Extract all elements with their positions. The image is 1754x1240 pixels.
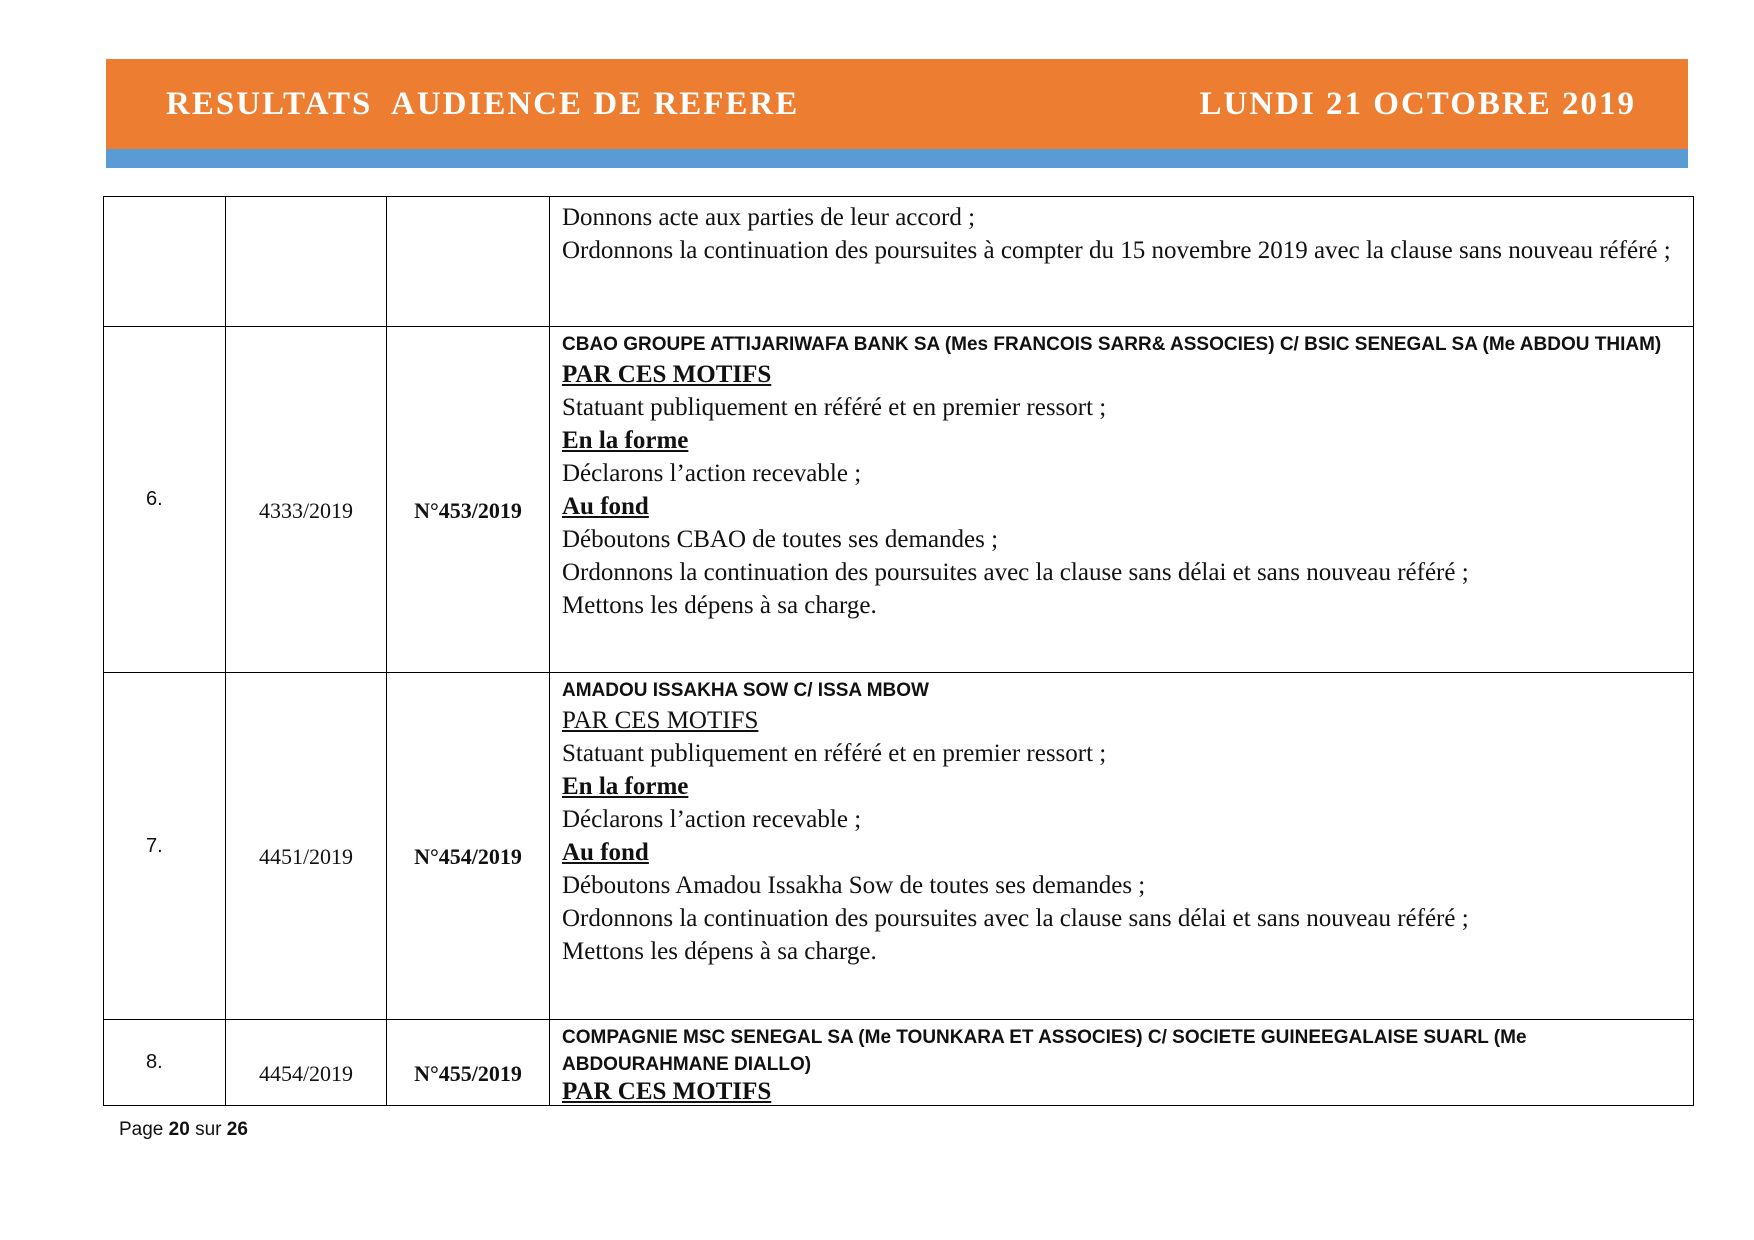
hearing-date: LUNDI 21 OCTOBRE 2019 <box>1199 86 1636 122</box>
rg-number: 4454/2019 <box>226 1020 387 1106</box>
decision-line: Mettons les dépens à sa charge. <box>562 592 877 619</box>
case-parties: COMPAGNIE MSC SENEGAL SA (Me TOUNKARA ET ASSOCIES) C/ SOCIETE GUINEEGALAISE SUARL (Me ABDOURAHMANE DIALLO) <box>562 1027 1527 1075</box>
motifs-heading: PAR CES MOTIFS <box>562 361 772 388</box>
motifs-heading: PAR CES MOTIFS <box>562 707 759 734</box>
decision-line: Déclarons l’action recevable ; <box>562 460 862 487</box>
rg-number: 4333/2019 <box>226 327 387 673</box>
total-pages: 26 <box>226 1119 248 1140</box>
ordonnance-number: N°453/2019 <box>387 327 550 673</box>
decision-text <box>550 1020 1694 1106</box>
decision-line: Ordonnons la continuation des poursuites à compter du 15 novembre 2019 avec la clause sans nouveau référé ; <box>562 237 1671 264</box>
decision-text <box>550 327 1694 673</box>
rg-number <box>226 197 387 327</box>
page-sur: sur <box>195 1119 222 1140</box>
document-title: RESULTATS AUDIENCE DE REFERE <box>166 86 800 122</box>
table-row <box>104 673 1694 1020</box>
decision-line: Déboutons CBAO de toutes ses demandes ; <box>562 526 999 553</box>
rg-number: 4451/2019 <box>226 673 387 1020</box>
decision-line: Déboutons Amadou Issakha Sow de toutes ses demandes ; <box>562 872 1146 899</box>
table-row <box>104 327 1694 673</box>
results-table <box>103 196 1694 1106</box>
case-parties: AMADOU ISSAKHA SOW C/ ISSA MBOW <box>562 680 929 701</box>
fond-heading: Au fond <box>562 839 649 866</box>
decision-line: Donnons acte aux parties de leur accord ; <box>562 204 976 231</box>
motifs-heading: PAR CES MOTIFS <box>562 1078 772 1105</box>
row-number <box>104 197 226 327</box>
header-stripe <box>106 149 1688 168</box>
decision-text <box>550 673 1694 1020</box>
row-number: 8. <box>104 1020 226 1106</box>
row-number: 6. <box>104 327 226 673</box>
page-footer <box>119 1119 248 1141</box>
decision-line: Statuant publiquement en référé et en premier ressort ; <box>562 394 1107 421</box>
decision-line: Mettons les dépens à sa charge. <box>562 938 877 965</box>
table-row <box>104 1020 1694 1106</box>
decision-line: Ordonnons la continuation des poursuites avec la clause sans délai et sans nouveau référé ; <box>562 559 1469 586</box>
fond-heading: Au fond <box>562 493 649 520</box>
ordonnance-number <box>387 197 550 327</box>
decision-text <box>550 197 1694 327</box>
decision-line: Statuant publiquement en référé et en premier ressort ; <box>562 740 1107 767</box>
row-number: 7. <box>104 673 226 1020</box>
table-row <box>104 197 1694 327</box>
forme-heading: En la forme <box>562 773 689 800</box>
decision-line: Ordonnons la continuation des poursuites avec la clause sans délai et sans nouveau référé ; <box>562 905 1469 932</box>
current-page: 20 <box>168 1119 190 1140</box>
case-parties: CBAO GROUPE ATTIJARIWAFA BANK SA (Mes FRANCOIS SARR& ASSOCIES) C/ BSIC SENEGAL SA (Me ABDOU THIAM) <box>562 334 1662 355</box>
ordonnance-number: N°454/2019 <box>387 673 550 1020</box>
forme-heading: En la forme <box>562 427 689 454</box>
page-label: Page <box>119 1119 164 1140</box>
decision-line: Déclarons l’action recevable ; <box>562 806 862 833</box>
ordonnance-number: N°455/2019 <box>387 1020 550 1106</box>
